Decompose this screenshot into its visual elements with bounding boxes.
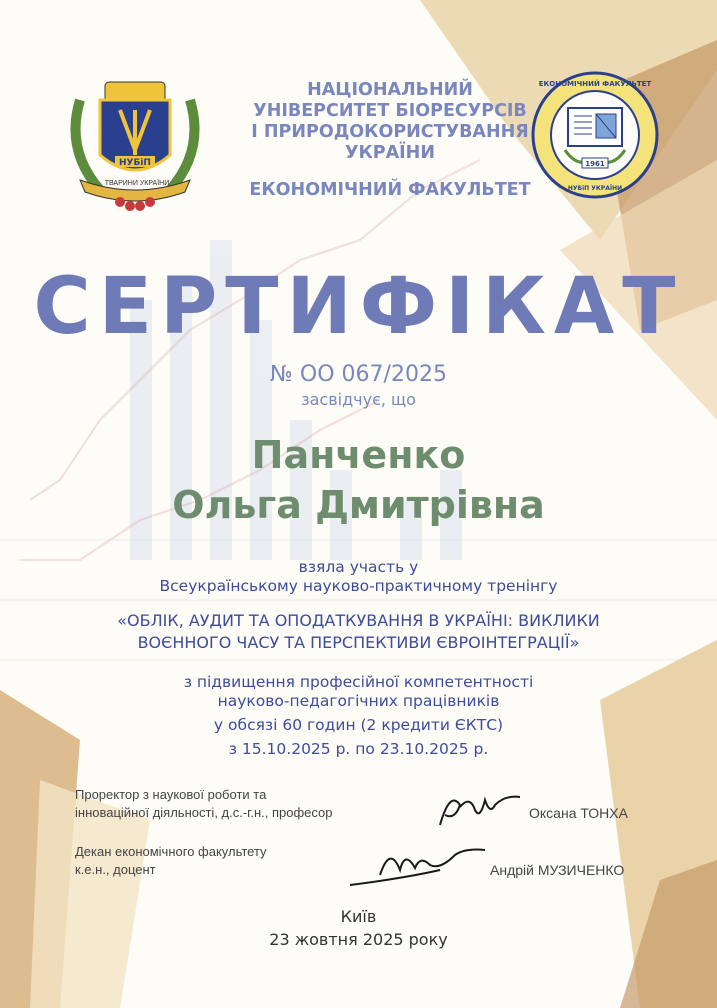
signatory-1-title-line1: Проректор з наукової роботи та (75, 787, 267, 802)
svg-text:НУБіП УКРАЇНИ: НУБіП УКРАЇНИ (567, 185, 623, 192)
recipient-first-names: Ольга Дмитрівна (172, 483, 545, 527)
university-emblem (60, 70, 210, 215)
university-name-line2: УНІВЕРСИТЕТ БІОРЕСУРСІВ (253, 101, 527, 121)
university-name-line4: УКРАЇНИ (345, 143, 435, 163)
recipient-last-name: Панченко (251, 433, 466, 477)
purpose-line1: з підвищення професійної компетентності (183, 673, 534, 691)
issue-date: 23 жовтня 2025 року (269, 930, 448, 949)
signature-2 (345, 840, 495, 890)
certificate-title: СЕРТИФІКАТ (33, 262, 684, 352)
signatory-1-title-line2: інноваційної діяльності, д.с.-г.н., професор (75, 805, 333, 820)
signatory-2-title-line2: к.е.н., доцент (75, 862, 156, 877)
svg-text:1961: 1961 (585, 160, 605, 168)
university-name-line3: І ПРИРОДОКОРИСТУВАННЯ (251, 122, 529, 142)
signatory-2-title-line1: Декан економічного факультету (75, 844, 267, 859)
emblem-ribbon-text: ТВАРИНИ УКРАЇНИ (104, 180, 170, 187)
faculty-name: ЕКОНОМІЧНИЙ ФАКУЛЬТЕТ (249, 180, 531, 200)
certifies-text: засвідчує, що (301, 390, 416, 409)
signatory-1-name: Оксана ТОНХА (529, 805, 628, 821)
signature-1 (430, 785, 530, 835)
faculty-logo (530, 70, 660, 200)
svg-text:НУБіП: НУБіП (119, 158, 151, 168)
svg-text:ЕКОНОМІЧНИЙ ФАКУЛЬТЕТ: ЕКОНОМІЧНИЙ ФАКУЛЬТЕТ (538, 80, 652, 88)
signatory-2-name: Андрій МУЗИЧЕНКО (490, 862, 625, 878)
event-topic-line1: «ОБЛІК, АУДИТ ТА ОПОДАТКУВАННЯ В УКРАЇНІ: ВИКЛИКИ (117, 611, 600, 630)
event-type-line: Всеукраїнському науково-практичному тренінгу (159, 577, 558, 595)
university-name-line1: НАЦІОНАЛЬНИЙ (307, 80, 473, 100)
hours-line: у обсязі 60 годин (2 кредити ЄКТС) (213, 716, 504, 734)
certificate-number: № ОО 067/2025 (270, 362, 447, 387)
period-line: з 15.10.2025 р. по 23.10.2025 р. (228, 740, 489, 758)
event-topic-line2: ВОЄННОГО ЧАСУ ТА ПЕРСПЕКТИВИ ЄВРОІНТЕГРАЦІЇ» (137, 633, 580, 652)
city: Київ (340, 907, 377, 926)
purpose-line2: науково-педагогічних працівників (217, 692, 500, 710)
participation-line: взяла участь у (298, 558, 419, 576)
